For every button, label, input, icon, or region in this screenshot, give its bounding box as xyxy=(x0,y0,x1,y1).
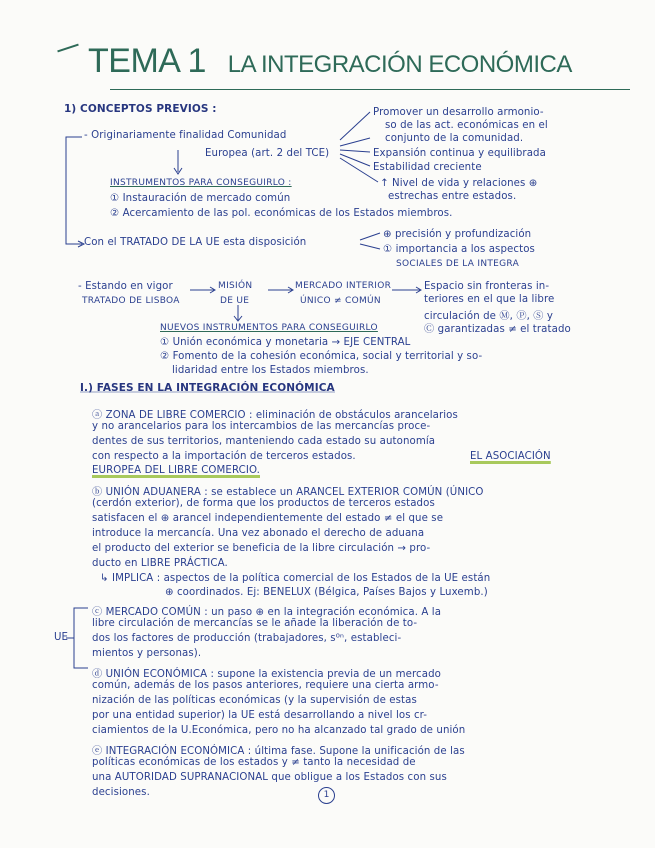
flow-1: TRATADO DE LISBOA xyxy=(82,296,180,306)
b-2: satisfacen el ⊕ arancel independientemente del estado ≠ el que se xyxy=(92,513,444,524)
title-sub: LA INTEGRACIÓN ECONÓMICA xyxy=(227,51,572,78)
s1-bracket xyxy=(66,137,82,244)
e-3: decisiones. xyxy=(92,787,150,798)
flow-0: - Estando en vigor xyxy=(78,281,173,292)
rt-2: conjunto de la comunidad. xyxy=(385,133,524,144)
d-3: por una entidad superior) la UE está desarrollando a nivel los cr- xyxy=(92,710,428,721)
b-6: ↳ IMPLICA : aspectos de la política comercial de los Estados de la UE están xyxy=(100,573,491,584)
fan-2 xyxy=(340,138,370,146)
rt-5: ↑ Nivel de vida y relaciones ⊕ xyxy=(380,178,538,189)
s1-line-4: ② Acercamiento de las pol. económicas de los Estados miembros. xyxy=(110,208,453,219)
d-0: ⓓ UNIÓN ECONÓMICA : supone la existencia previa de un mercado xyxy=(92,669,441,680)
d-2: nización de las políticas económicas (y la supervisión de estas xyxy=(92,695,417,706)
a-1: y no arancelarios para los intercambios de las mercancías proce- xyxy=(92,421,431,432)
a-5: EUROPEA DEL LIBRE COMERCIO. xyxy=(92,465,260,476)
s1-line-2: INSTRUMENTOS PARA CONSEGUIRLO : xyxy=(110,178,292,188)
a-0: ⓐ ZONA DE LIBRE COMERCIO : eliminación de obstáculos arancelarios xyxy=(92,410,458,421)
fan-4 xyxy=(340,154,370,166)
ue-bracket xyxy=(74,608,88,668)
a-2: dentes de sus territorios, manteniendo cada estado su autonomía xyxy=(92,436,436,447)
ni-3: lidaridad entre los Estados miembros. xyxy=(172,365,369,376)
c-1: libre circulación de mercancías se le añade la liberación de to- xyxy=(92,618,418,629)
ni-0: NUEVOS INSTRUMENTOS PARA CONSEGUIRLO xyxy=(160,323,378,333)
b-0: ⓑ UNIÓN ADUANERA : se establece un ARANCEL EXTERIOR COMÚN (ÚNICO xyxy=(92,487,484,498)
c-0: ⓒ MERCADO COMÚN : un paso ⊕ en la integración económica. A la xyxy=(92,607,442,618)
s1-line-3: ① Instauración de mercado común xyxy=(110,193,291,204)
d-4: ciamientos de la U.Económica, pero no ha alcanzado tal grado de unión xyxy=(92,725,466,736)
flow-8: circulación de Ⓜ, Ⓟ, Ⓢ y xyxy=(424,311,554,322)
rm-2: SOCIALES DE LA INTEGRA xyxy=(396,259,520,269)
section2-heading: I.) FASES EN LA INTEGRACIÓN ECONÓMICA xyxy=(80,382,335,394)
flow-arrow-1-head xyxy=(210,287,215,293)
e-1: políticas económicas de los estados y ≠ tanto la necesidad de xyxy=(92,757,416,768)
mid-fan-1 xyxy=(360,233,380,240)
a-4: EL ASOCIACIÓN xyxy=(470,451,551,462)
c-2: dos los factores de producción (trabajadores, s⁰ⁿ, estableci- xyxy=(92,633,402,644)
b-1: (cerdón exterior), de forma que los productos de terceros estados xyxy=(92,498,435,509)
fan-3 xyxy=(340,150,370,152)
fan-1 xyxy=(340,112,370,140)
b-3: introduce la mercancía. Una vez abonado el derecho de aduana xyxy=(92,528,425,539)
down-arrow-head xyxy=(174,168,182,174)
flow-7: teriores en el que la libre xyxy=(424,294,555,305)
b-5: ducto en LIBRE PRÁCTICA. xyxy=(92,558,228,569)
page-number: 1 xyxy=(318,787,335,804)
rt-1: so de las act. económicas en el xyxy=(385,120,548,131)
flow-2: MISIÓN xyxy=(218,281,253,291)
rt-6: estrechas entre estados. xyxy=(388,191,517,202)
a-3: con respecto a la importación de terceros estados. xyxy=(92,451,356,462)
flow-down-head xyxy=(234,316,242,321)
b-7: ⊕ coordinados. Ej: BENELUX (Bélgica, Países Bajos y Luxemb.) xyxy=(165,587,488,598)
s1-line-5: Con el TRATADO DE LA UE esta disposición xyxy=(84,237,307,248)
page-title xyxy=(88,42,572,81)
rm-0: ⊕ precisión y profundización xyxy=(383,229,532,240)
flow-arrow-2-head xyxy=(288,287,293,293)
rt-0: Promover un desarrollo armonio- xyxy=(373,107,544,118)
c-3: mientos y personas). xyxy=(92,648,202,659)
ue-label: UE xyxy=(54,632,69,643)
flow-5: ÚNICO ≠ COMÚN xyxy=(300,296,381,306)
b-4: el producto del exterior se beneficia de la libre circulación → pro- xyxy=(92,543,431,554)
e-2: una AUTORIDAD SUPRANACIONAL que obligue a los Estados con sus xyxy=(92,772,447,783)
rm-1: ① importancia a los aspectos xyxy=(383,244,535,255)
rt-4: Estabilidad creciente xyxy=(373,162,482,173)
s1-line-0: - Originariamente finalidad Comunidad xyxy=(84,130,287,141)
flow-arrow-3-head xyxy=(416,287,421,293)
mid-fan-2 xyxy=(360,244,380,249)
ni-1: ① Unión económica y monetaria → EJE CENTRAL xyxy=(160,337,411,348)
ni-2: ② Fomento de la cohesión económica, social y territorial y so- xyxy=(160,351,483,362)
e-0: ⓔ INTEGRACIÓN ECONÓMICA : última fase. Supone la unificación de las xyxy=(92,746,465,757)
d-1: común, además de los pasos anteriores, requiere una cierta armo- xyxy=(92,680,439,691)
rt-3: Expansión continua y equilibrada xyxy=(373,148,546,159)
flow-9: Ⓒ garantizadas ≠ el tratado xyxy=(424,324,571,335)
s1-line-1: Europea (art. 2 del TCE) xyxy=(205,148,330,159)
flow-4: MERCADO INTERIOR xyxy=(295,281,392,291)
flow-3: DE UE xyxy=(220,296,250,306)
section1-heading: 1) CONCEPTOS PREVIOS : xyxy=(64,103,217,115)
title-underline xyxy=(110,89,630,90)
title-dash xyxy=(57,44,79,53)
flow-6: Espacio sin fronteras in- xyxy=(424,281,550,292)
title-main: TEMA 1 xyxy=(88,42,206,80)
